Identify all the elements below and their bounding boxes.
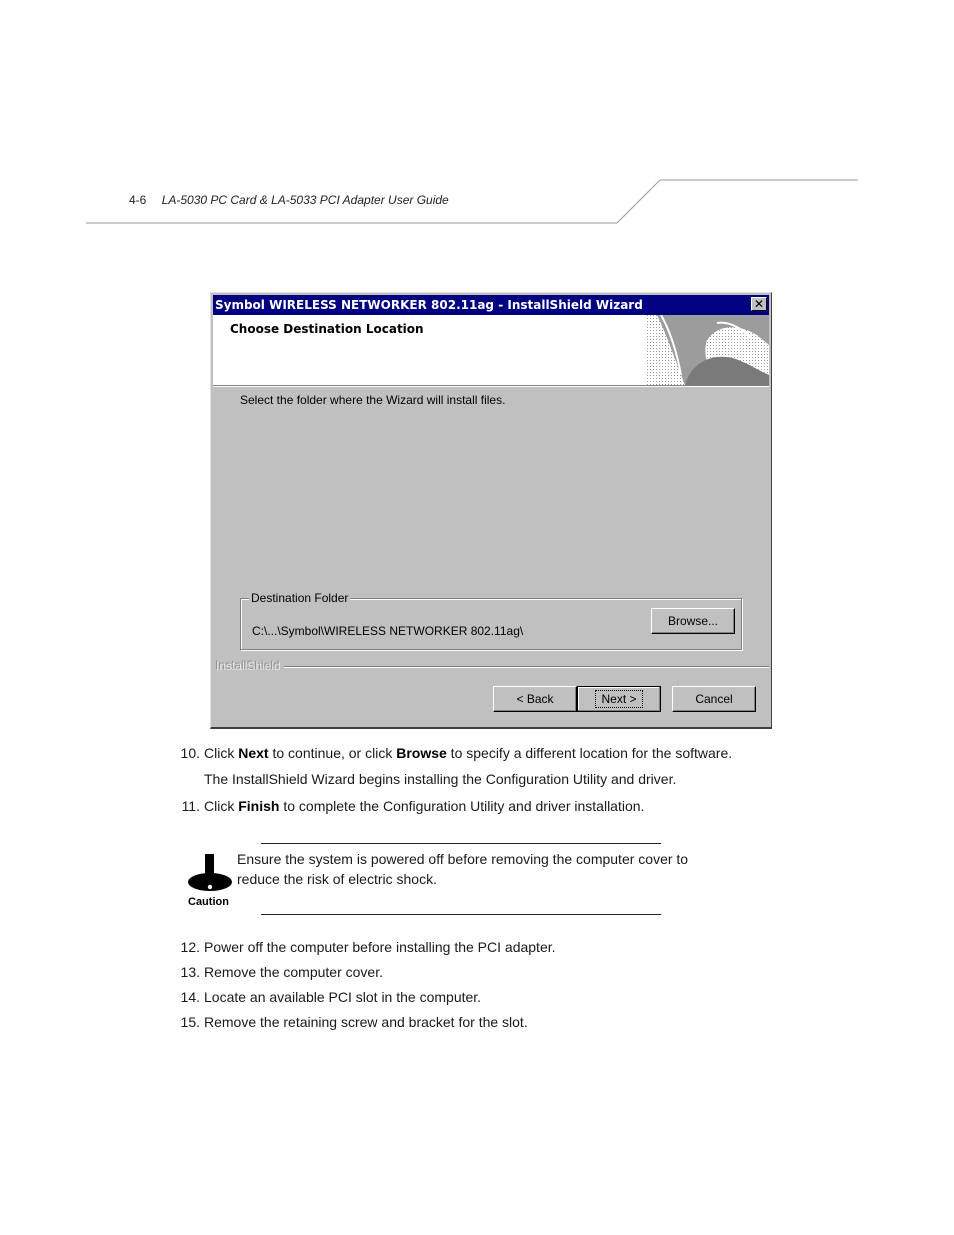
caution-rule-top xyxy=(261,843,661,844)
cancel-button[interactable]: Cancel xyxy=(672,686,756,712)
step-number: 13. xyxy=(180,964,200,980)
step-number: 10. xyxy=(180,745,200,761)
step-text: Click Next to continue, or click Browse to specify a different location for the software. xyxy=(204,745,733,761)
step-number: 15. xyxy=(180,1014,200,1030)
next-button[interactable] xyxy=(577,686,661,712)
browse-button[interactable]: Browse... xyxy=(651,608,735,634)
step-subtext: The InstallShield Wizard begins installing the Configuration Utility and driver. xyxy=(204,771,677,787)
installshield-label: InstallShield xyxy=(216,659,284,673)
step-text: Power off the computer before installing the PCI adapter. xyxy=(204,939,556,955)
installshield-dialog xyxy=(210,292,772,729)
step-number: 14. xyxy=(180,989,200,1005)
step-number: 11. xyxy=(181,798,200,814)
dialog-banner xyxy=(213,315,769,386)
dialog-title: Symbol WIRELESS NETWORKER 802.11ag - InstallShield Wizard xyxy=(215,298,643,312)
step-text: Locate an available PCI slot in the computer. xyxy=(204,989,482,1005)
back-button[interactable]: < Back xyxy=(493,686,577,712)
step-text: Click Finish to complete the Configuration Utility and driver installation. xyxy=(204,798,645,814)
guide-title: LA-5030 PC Card & LA-5033 PCI Adapter User Guide xyxy=(161,193,449,207)
group-label: Destination Folder xyxy=(251,591,349,605)
banner-divider xyxy=(213,386,769,387)
dialog-titlebar xyxy=(213,295,769,315)
close-button[interactable]: ✕ xyxy=(751,297,767,311)
destination-path: C:\...\Symbol\WIRELESS NETWORKER 802.11ag\ xyxy=(252,624,524,638)
caution-rule-bottom xyxy=(261,914,661,915)
instruction-text: Select the folder where the Wizard will install files. xyxy=(240,393,506,407)
page-number: 4-6 xyxy=(129,193,147,207)
next-button-label: Next > xyxy=(597,692,640,706)
running-header xyxy=(129,193,449,207)
step-number: 12. xyxy=(180,939,200,955)
caution-text: Ensure the system is powered off before removing the computer cover to reduce the risk of electric shock. xyxy=(237,851,689,887)
globe-graphic-icon xyxy=(647,315,769,385)
step-text: Remove the retaining screw and bracket for the slot. xyxy=(204,1014,528,1030)
caution-label: Caution xyxy=(188,896,229,908)
banner-title: Choose Destination Location xyxy=(230,322,424,336)
installshield-divider xyxy=(216,666,769,668)
step-text: Remove the computer cover. xyxy=(204,964,383,980)
